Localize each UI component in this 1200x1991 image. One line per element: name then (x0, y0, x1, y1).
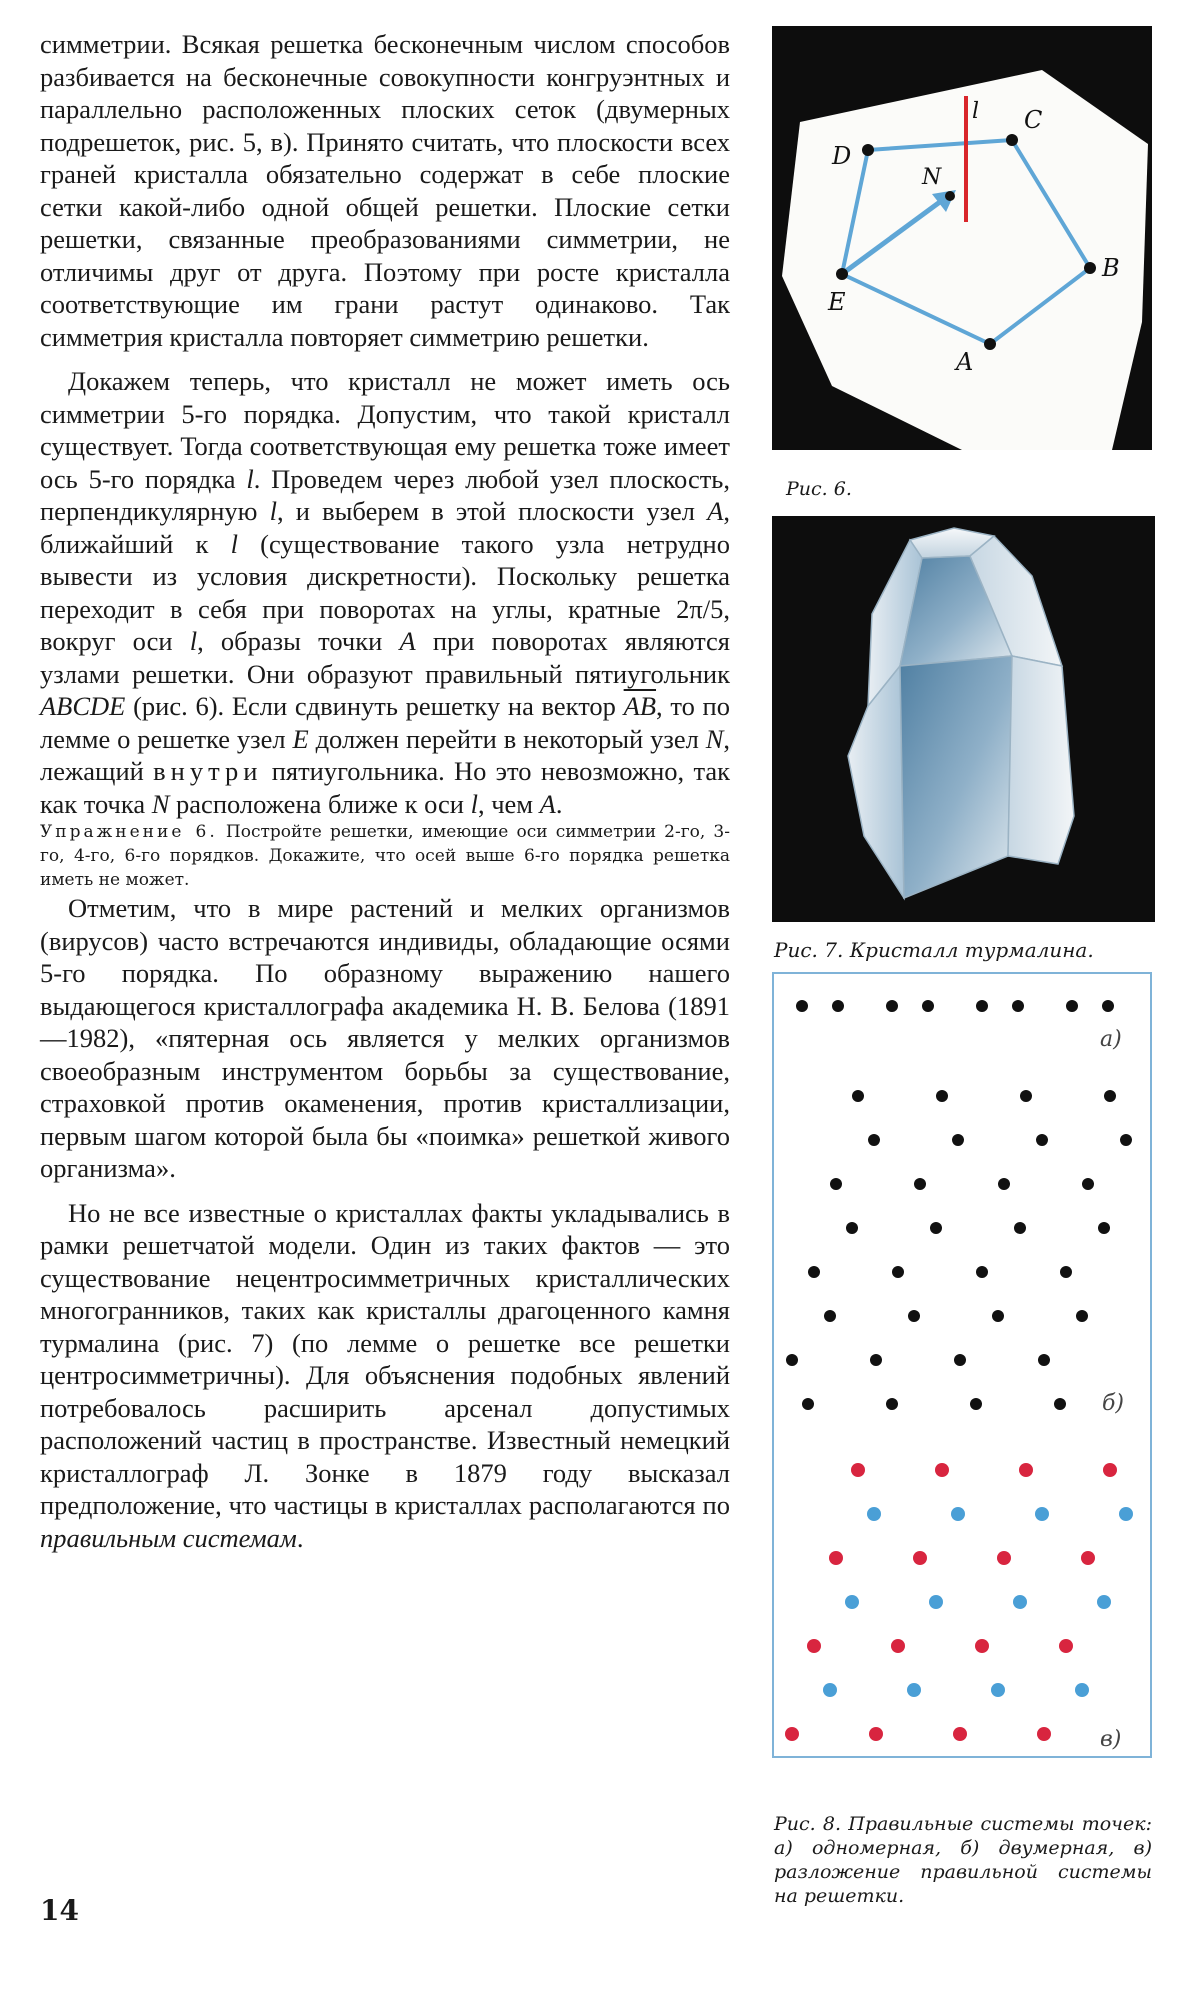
point (830, 1178, 842, 1190)
point (891, 1639, 905, 1653)
figure-8 (772, 972, 1152, 1758)
point (829, 1551, 843, 1565)
figure-6 (772, 26, 1152, 450)
point (1075, 1683, 1089, 1697)
point (976, 1000, 988, 1012)
point (952, 1134, 964, 1146)
label-a: A (956, 348, 974, 376)
point (1037, 1727, 1051, 1741)
point (824, 1310, 836, 1322)
point (1104, 1090, 1116, 1102)
point (846, 1222, 858, 1234)
point (823, 1683, 837, 1697)
paragraph-3: Отметим, что в мире растений и мелких организмов (вирусов) часто встречаются индивиды, обладающие осями 5-го порядка. По образному выражению нашего выдающегося кристаллографа академика Н. В. Белова (1891—1982), «пятерная ось является у мелких организмов своеобразным инструментом борьбы за существование, страховкой против окаменения, против кристаллизации, первым шагом которой была бы «поимка» решеткой живого организма». (40, 893, 730, 1183)
label-b: б) (1102, 1391, 1125, 1416)
point (807, 1639, 821, 1653)
point (914, 1178, 926, 1190)
label-l: l (972, 99, 980, 124)
point (1066, 1000, 1078, 1012)
point (930, 1222, 942, 1234)
node-c (1006, 134, 1018, 146)
point (935, 1463, 949, 1477)
figure-6-svg (772, 26, 1152, 450)
system-a-points (796, 1000, 1114, 1012)
point (1038, 1354, 1050, 1366)
point (1102, 1000, 1114, 1012)
paragraph-2: Докажем теперь, что кристалл не может иметь ось симметрии 5-го порядка. Допустим, что такой кристалл существует. Тогда соответствующая ему решетка тоже имеет ось 5-го порядка l. Проведем через любой узел плоскость, перпендикулярную l, и выберем в этой плоскости узел A, ближайший к l (существование такого узла нетрудно вывести из условия дискретности). Поскольку решетка переходит в себя при поворотах на углы, кратные 2π/5, вокруг оси l, образы точки A при поворотах являются узлами решетки. Они образуют правильный пятиугольник ABCDE (рис. 6). Если сдвинуть решетку на вектор $\overline{AB}$, то по лемме о решетке узел E должен перейти в некоторый узел N, лежащий внутри пятиугольника. Но это невозможно, так как точка N расположена ближе к оси l, чем A. (40, 366, 731, 819)
point (1060, 1266, 1072, 1278)
point (1081, 1551, 1095, 1565)
vector-ab: $\overline{AB}$ (623, 691, 657, 721)
point (913, 1551, 927, 1565)
figure-7-caption: Рис. 7. Кристалл турмалина. (774, 938, 1094, 962)
point (867, 1507, 881, 1521)
point (1082, 1178, 1094, 1190)
point (997, 1551, 1011, 1565)
node-a (984, 338, 996, 350)
node-e (836, 268, 848, 280)
label-n: N (922, 165, 942, 190)
paragraph-1: симметрии. Всякая решетка бесконечным числом способов разбивается на бесконечные совокупности конгруэнтных и параллельно расположенных плоских сеток (двумерных подрешеток, рис. 5, в). Принято считать, что плоскости всех граней кристалла обязательно содержат в себе плоские сетки какой-либо одной общей решетки. Плоские сетки решетки, связанные преобразованиями симметрии, не отличимы друг от друга. Поэтому при росте кристалла соответствующие им грани растут одинаково. Так симметрия кристалла повторяет симметрию решетки. (40, 29, 730, 352)
point (998, 1178, 1010, 1190)
point (929, 1595, 943, 1609)
point (1020, 1090, 1032, 1102)
point (845, 1595, 859, 1609)
point (1014, 1222, 1026, 1234)
point (1036, 1134, 1048, 1146)
label-b: B (1102, 254, 1120, 282)
point (970, 1398, 982, 1410)
system-b-points (786, 1090, 1132, 1410)
point (851, 1463, 865, 1477)
node-b (1084, 262, 1096, 274)
paragraph-4: Но не все известные о кристаллах факты укладывались в рамки решетчатой модели. Один из таких фактов — это существование нецентросимметричных кристаллических многогранников, таких как кристаллы драгоценного камня турмалина (рис. 7) (по лемме о решетке все решетки центросимметричны). Для объяснения подобных явлений потребовалось расширить арсенал допустимых расположений частиц в пространстве. Известный немецкий кристаллограф Л. Зонке в 1879 году высказал предположение, что частицы в кристаллах располагаются по правильным системам. (40, 1197, 730, 1553)
point (786, 1354, 798, 1366)
point (922, 1000, 934, 1012)
label-d: D (832, 142, 852, 170)
label-e: E (828, 288, 846, 316)
point (975, 1639, 989, 1653)
figure-7 (772, 516, 1155, 922)
point (1076, 1310, 1088, 1322)
point (991, 1683, 1005, 1697)
node-n (945, 191, 955, 201)
point (908, 1310, 920, 1322)
point (892, 1266, 904, 1278)
point (1019, 1463, 1033, 1477)
point (1054, 1398, 1066, 1410)
figure-6-caption: Рис. 6. (786, 478, 852, 500)
label-a: а) (1100, 1027, 1122, 1052)
point (992, 1310, 1004, 1322)
point (1035, 1507, 1049, 1521)
point (870, 1354, 882, 1366)
crystal-lower-right-face (1008, 656, 1074, 864)
point (808, 1266, 820, 1278)
label-c: C (1024, 106, 1043, 134)
point (976, 1266, 988, 1278)
point (802, 1398, 814, 1410)
point (1120, 1134, 1132, 1146)
point (1012, 1000, 1024, 1012)
page-number: 14 (40, 1894, 79, 1927)
point (796, 1000, 808, 1012)
tourmaline-crystal-illustration (772, 516, 1155, 922)
point (869, 1727, 883, 1741)
system-v-blue-points (801, 1507, 1133, 1756)
point (1059, 1639, 1073, 1653)
figure-8-caption: Рис. 8. Правильные системы точек: а) одномерная, б) двумерная, в) разложение правильной системы на решетки. (774, 1813, 1152, 1907)
crystal-lower-mid-face (900, 656, 1012, 898)
point (832, 1000, 844, 1012)
point (785, 1727, 799, 1741)
figure-8-svg (774, 974, 1150, 1756)
point (1098, 1222, 1110, 1234)
label-v: в) (1100, 1727, 1122, 1752)
system-v-red-points (785, 1463, 1117, 1741)
point (936, 1090, 948, 1102)
point (951, 1507, 965, 1521)
main-text-column (40, 28, 730, 1554)
point (1013, 1595, 1027, 1609)
point (852, 1090, 864, 1102)
point (886, 1398, 898, 1410)
point (886, 1000, 898, 1012)
point (868, 1134, 880, 1146)
crystal-lower-left-face (848, 666, 904, 898)
exercise-6: Упражнение 6. Постройте решетки, имеющие оси симметрии 2-го, 3-го, 4-го, 6-го порядков. Докажите, что осей выше 6-го порядка решетка иметь не может. (40, 822, 730, 890)
point (1097, 1595, 1111, 1609)
point (1119, 1507, 1133, 1521)
point (1103, 1463, 1117, 1477)
point (907, 1683, 921, 1697)
node-d (862, 144, 874, 156)
point (953, 1727, 967, 1741)
point (954, 1354, 966, 1366)
